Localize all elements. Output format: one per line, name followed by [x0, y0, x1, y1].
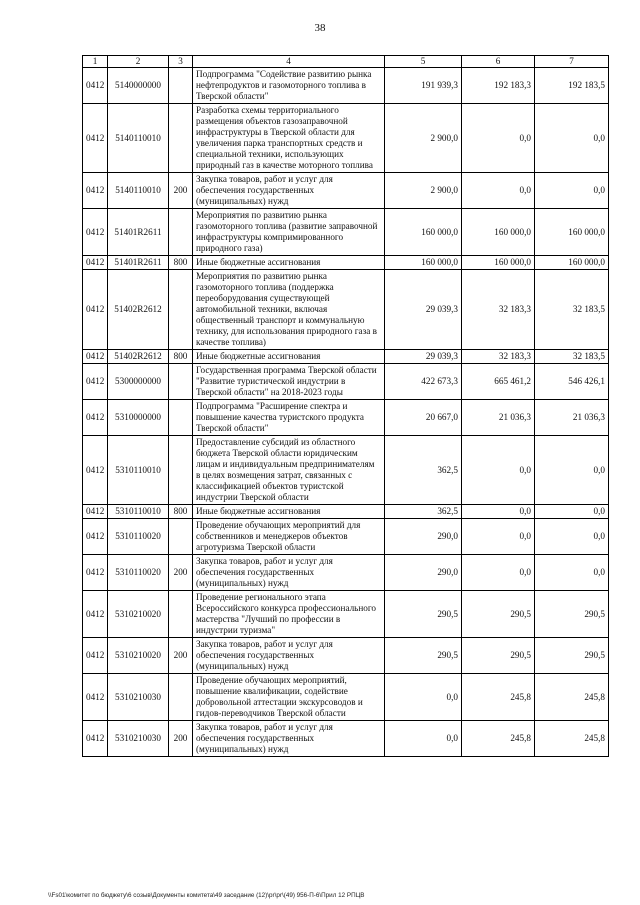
amount-col6-cell: 245,8 [462, 721, 535, 757]
item-name-cell: Закупка товаров, работ и услуг для обеспечения государственных (муниципальных) нужд [193, 173, 385, 209]
amount-col7-cell: 290,5 [535, 638, 609, 674]
expense-type-cell [169, 591, 193, 638]
target-code-cell: 5310210020 [108, 591, 169, 638]
target-code-cell: 5310110010 [108, 505, 169, 519]
target-code-cell: 5310110020 [108, 555, 169, 591]
table-row [83, 68, 609, 104]
target-code-cell: 5310210020 [108, 638, 169, 674]
section-code-cell: 0412 [83, 400, 108, 436]
section-code-cell: 0412 [83, 270, 108, 350]
expense-type-cell [169, 364, 193, 400]
amount-col7-cell: 0,0 [535, 505, 609, 519]
amount-col6-cell: 0,0 [462, 173, 535, 209]
table-row [83, 519, 609, 555]
budget-table [82, 55, 609, 757]
amount-col5-cell: 290,0 [385, 555, 462, 591]
amount-col7-cell: 0,0 [535, 436, 609, 505]
amount-col6-cell: 0,0 [462, 555, 535, 591]
section-code-cell: 0412 [83, 256, 108, 270]
item-name-cell: Разработка схемы территориального размещения объектов газозаправочной инфраструктуры в Тверской области для увеличения парка транспортных средств и специальной техники, использующих природный газ в качестве моторного топлива [193, 104, 385, 173]
column-header: 4 [193, 56, 385, 68]
table-row [83, 104, 609, 173]
item-name-cell: Проведение обучающих мероприятий для собственников и менеджеров объектов агротуризма Тверской области [193, 519, 385, 555]
target-code-cell: 5310000000 [108, 400, 169, 436]
amount-col7-cell: 0,0 [535, 173, 609, 209]
header-row [83, 56, 609, 68]
amount-col6-cell: 160 000,0 [462, 256, 535, 270]
amount-col5-cell: 0,0 [385, 674, 462, 721]
section-code-cell: 0412 [83, 555, 108, 591]
table-row [83, 436, 609, 505]
expense-type-cell [169, 519, 193, 555]
section-code-cell: 0412 [83, 173, 108, 209]
table-row [83, 350, 609, 364]
amount-col6-cell: 0,0 [462, 436, 535, 505]
item-name-cell: Закупка товаров, работ и услуг для обеспечения государственных (муниципальных) нужд [193, 721, 385, 757]
target-code-cell: 5300000000 [108, 364, 169, 400]
expense-type-cell [169, 436, 193, 505]
target-code-cell: 5310210030 [108, 721, 169, 757]
amount-col5-cell: 362,5 [385, 505, 462, 519]
amount-col7-cell: 21 036,3 [535, 400, 609, 436]
amount-col7-cell: 290,5 [535, 591, 609, 638]
amount-col5-cell: 2 900,0 [385, 173, 462, 209]
table-row [83, 209, 609, 256]
amount-col5-cell: 0,0 [385, 721, 462, 757]
expense-type-cell [169, 104, 193, 173]
amount-col5-cell: 362,5 [385, 436, 462, 505]
section-code-cell: 0412 [83, 505, 108, 519]
section-code-cell: 0412 [83, 68, 108, 104]
amount-col7-cell: 192 183,5 [535, 68, 609, 104]
item-name-cell: Закупка товаров, работ и услуг для обеспечения государственных (муниципальных) нужд [193, 555, 385, 591]
target-code-cell: 51402R2612 [108, 350, 169, 364]
item-name-cell: Иные бюджетные ассигнования [193, 256, 385, 270]
column-header: 3 [169, 56, 193, 68]
amount-col5-cell: 160 000,0 [385, 256, 462, 270]
table-row [83, 256, 609, 270]
amount-col6-cell: 245,8 [462, 674, 535, 721]
expense-type-cell: 200 [169, 173, 193, 209]
amount-col5-cell: 160 000,0 [385, 209, 462, 256]
table-row [83, 364, 609, 400]
amount-col5-cell: 191 939,3 [385, 68, 462, 104]
amount-col7-cell: 546 426,1 [535, 364, 609, 400]
column-header: 5 [385, 56, 462, 68]
section-code-cell: 0412 [83, 674, 108, 721]
item-name-cell: Закупка товаров, работ и услуг для обеспечения государственных (муниципальных) нужд [193, 638, 385, 674]
section-code-cell: 0412 [83, 104, 108, 173]
amount-col6-cell: 32 183,3 [462, 350, 535, 364]
table-row [83, 270, 609, 350]
table-row [83, 173, 609, 209]
target-code-cell: 5310110010 [108, 436, 169, 505]
target-code-cell: 5140110010 [108, 173, 169, 209]
page-number: 38 [314, 22, 326, 34]
amount-col7-cell: 0,0 [535, 555, 609, 591]
target-code-cell: 5310210030 [108, 674, 169, 721]
amount-col5-cell: 29 039,3 [385, 350, 462, 364]
expense-type-cell [169, 674, 193, 721]
column-header: 7 [535, 56, 609, 68]
amount-col7-cell: 245,8 [535, 721, 609, 757]
expense-type-cell [169, 209, 193, 256]
item-name-cell: Проведение обучающих мероприятий, повышение квалификации, содействие добровольной аттестации экскурсоводов и гидов-переводчиков Тверской области [193, 674, 385, 721]
expense-type-cell: 800 [169, 350, 193, 364]
file-path-footer: \\Fs01\комитет по бюджету\6 созыв\Документы комитета\49 заседание (12)\pr\pr\(49) 956-П-6\Прил 12 РПЦВ [48, 892, 365, 899]
target-code-cell: 5140110010 [108, 104, 169, 173]
table-row [83, 591, 609, 638]
amount-col6-cell: 21 036,3 [462, 400, 535, 436]
target-code-cell: 51402R2612 [108, 270, 169, 350]
section-code-cell: 0412 [83, 364, 108, 400]
target-code-cell: 51401R2611 [108, 256, 169, 270]
amount-col5-cell: 20 667,0 [385, 400, 462, 436]
expense-type-cell [169, 270, 193, 350]
amount-col6-cell: 665 461,2 [462, 364, 535, 400]
amount-col7-cell: 32 183,5 [535, 270, 609, 350]
item-name-cell: Подпрограмма "Содействие развитию рынка нефтепродуктов и газомоторного топлива в Тверской области" [193, 68, 385, 104]
section-code-cell: 0412 [83, 350, 108, 364]
amount-col6-cell: 160 000,0 [462, 209, 535, 256]
amount-col7-cell: 160 000,0 [535, 209, 609, 256]
amount-col7-cell: 245,8 [535, 674, 609, 721]
amount-col6-cell: 290,5 [462, 638, 535, 674]
column-header: 6 [462, 56, 535, 68]
target-code-cell: 5140000000 [108, 68, 169, 104]
amount-col6-cell: 0,0 [462, 519, 535, 555]
expense-type-cell [169, 400, 193, 436]
section-code-cell: 0412 [83, 209, 108, 256]
target-code-cell: 51401R2611 [108, 209, 169, 256]
expense-type-cell: 200 [169, 555, 193, 591]
table-row [83, 721, 609, 757]
section-code-cell: 0412 [83, 519, 108, 555]
item-name-cell: Мероприятия по развитию рынка газомоторного топлива (развитие заправочной инфраструктуры компримированного природного газа) [193, 209, 385, 256]
amount-col6-cell: 32 183,3 [462, 270, 535, 350]
expense-type-cell: 200 [169, 638, 193, 674]
amount-col7-cell: 32 183,5 [535, 350, 609, 364]
amount-col6-cell: 0,0 [462, 104, 535, 173]
amount-col7-cell: 160 000,0 [535, 256, 609, 270]
expense-type-cell: 200 [169, 721, 193, 757]
item-name-cell: Подпрограмма "Расширение спектра и повышение качества туристского продукта Тверской области" [193, 400, 385, 436]
table-row [83, 555, 609, 591]
expense-type-cell [169, 68, 193, 104]
amount-col5-cell: 2 900,0 [385, 104, 462, 173]
amount-col5-cell: 290,5 [385, 591, 462, 638]
amount-col6-cell: 0,0 [462, 505, 535, 519]
column-header: 1 [83, 56, 108, 68]
item-name-cell: Иные бюджетные ассигнования [193, 350, 385, 364]
column-header: 2 [108, 56, 169, 68]
expense-type-cell: 800 [169, 505, 193, 519]
amount-col7-cell: 0,0 [535, 519, 609, 555]
amount-col6-cell: 192 183,3 [462, 68, 535, 104]
section-code-cell: 0412 [83, 638, 108, 674]
section-code-cell: 0412 [83, 721, 108, 757]
item-name-cell: Государственная программа Тверской области "Развитие туристической индустрии в Тверской области" на 2018-2023 годы [193, 364, 385, 400]
table-row [83, 638, 609, 674]
item-name-cell: Мероприятия по развитию рынка газомоторного топлива (поддержка переоборудования существующей автомобильной техники, включая общественный транспорт и коммунальную технику, для использования природного газа в качестве топлива) [193, 270, 385, 350]
amount-col5-cell: 422 673,3 [385, 364, 462, 400]
expense-type-cell: 800 [169, 256, 193, 270]
amount-col7-cell: 0,0 [535, 104, 609, 173]
item-name-cell: Иные бюджетные ассигнования [193, 505, 385, 519]
target-code-cell: 5310110020 [108, 519, 169, 555]
section-code-cell: 0412 [83, 436, 108, 505]
item-name-cell: Проведение регионального этапа Всероссийского конкурса профессионального мастерства "Лучший по профессии в индустрии туризма" [193, 591, 385, 638]
amount-col5-cell: 290,5 [385, 638, 462, 674]
item-name-cell: Предоставление субсидий из областного бюджета Тверской области юридическим лицам и индивидуальным предпринимателям в целях возмещения затрат, связанных с классификацией объектов туристской индустрии Тверской области [193, 436, 385, 505]
table-row [83, 505, 609, 519]
amount-col6-cell: 290,5 [462, 591, 535, 638]
table-row [83, 674, 609, 721]
amount-col5-cell: 290,0 [385, 519, 462, 555]
amount-col5-cell: 29 039,3 [385, 270, 462, 350]
table-row [83, 400, 609, 436]
section-code-cell: 0412 [83, 591, 108, 638]
